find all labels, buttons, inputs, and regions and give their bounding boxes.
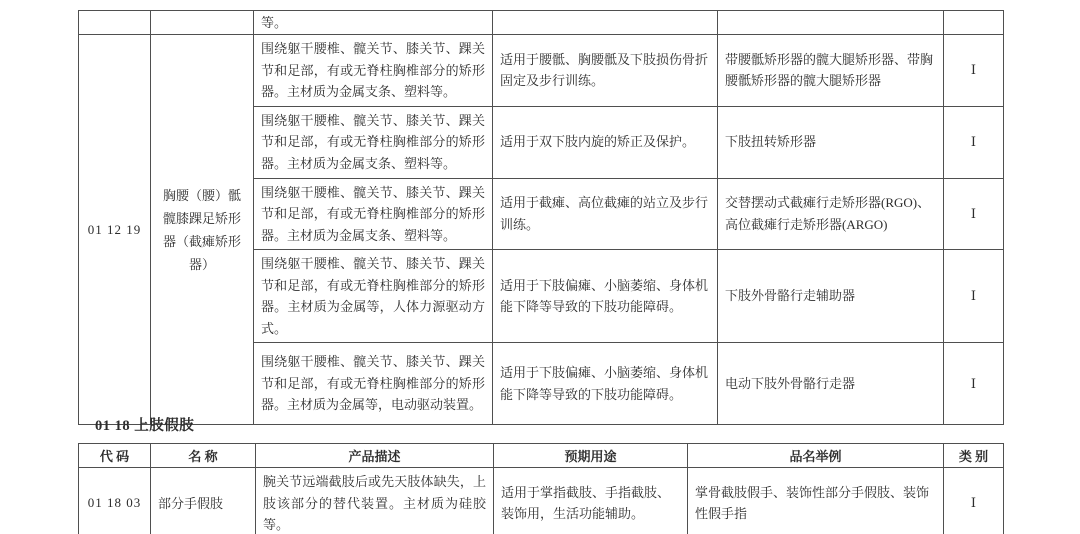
- description-cell: 围绕躯干腰椎、髋关节、膝关节、踝关节和足部，有或无脊柱胸椎部分的矫形器。主材质为金属支条、塑料等。: [254, 178, 493, 250]
- description-cell: 围绕躯干腰椎、髋关节、膝关节、踝关节和足部，有或无脊柱胸椎部分的矫形器。主材质为金属支条、塑料等。: [254, 35, 493, 107]
- table-header-row: [79, 444, 1004, 468]
- category-cell: Ⅰ: [944, 178, 1004, 250]
- examples-cell: 下肢扭转矫形器: [718, 106, 944, 178]
- header-category: 类 别: [944, 444, 1004, 468]
- examples-cell: 交替摆动式截瘫行走矫形器(RGO)、高位截瘫行走矫形器(ARGO): [718, 178, 944, 250]
- header-examples: 品名举例: [688, 444, 944, 468]
- table-row: [79, 11, 1004, 35]
- usage-cell: 适用于下肢偏瘫、小脑萎缩、身体机能下降等导致的下肢功能障碍。: [493, 343, 718, 425]
- header-name: 名 称: [151, 444, 256, 468]
- header-usage: 预期用途: [494, 444, 688, 468]
- code-cell: [79, 11, 151, 35]
- usage-cell: [493, 11, 718, 35]
- table-row: [79, 468, 1004, 534]
- examples-cell: 电动下肢外骨骼行走器: [718, 343, 944, 425]
- description-cell: 等。: [254, 11, 493, 35]
- usage-cell: 适用于双下肢内旋的矫正及保护。: [493, 106, 718, 178]
- examples-cell: 下肢外骨骼行走辅助器: [718, 250, 944, 343]
- description-cell: 腕关节远端截肢后或先天肢体缺失，上肢该部分的替代装置。主材质为硅胶等。: [256, 468, 494, 534]
- category-cell: Ⅰ: [944, 106, 1004, 178]
- examples-cell: 带腰骶矫形器的髋大腿矫形器、带胸腰骶矫形器的髋大腿矫形器: [718, 35, 944, 107]
- usage-cell: 适用于掌指截肢、手指截肢、装饰用，生活功能辅助。: [494, 468, 688, 534]
- category-cell: Ⅰ: [944, 343, 1004, 425]
- category-cell: Ⅰ: [944, 35, 1004, 107]
- section-heading: 01 18 上肢假肢: [95, 418, 195, 434]
- name-cell: 胸腰（腰）骶髋膝踝足矫形器（截瘫矫形器）: [151, 35, 254, 425]
- category-cell: Ⅰ: [944, 468, 1004, 534]
- header-code: 代 码: [79, 444, 151, 468]
- usage-cell: 适用于截瘫、高位截瘫的站立及步行训练。: [493, 178, 718, 250]
- upper-limb-prosthesis-table: [78, 443, 1004, 534]
- description-cell: 围绕躯干腰椎、髋关节、膝关节、踝关节和足部，有或无脊柱胸椎部分的矫形器。主材质为金属等，人体力源驱动方式。: [254, 250, 493, 343]
- header-description: 产品描述: [256, 444, 494, 468]
- examples-cell: 掌骨截肢假手、装饰性部分手假肢、装饰性假手指: [688, 468, 944, 534]
- orthosis-classification-table: [78, 10, 1004, 425]
- examples-cell: [718, 11, 944, 35]
- code-cell: 01 18 03: [79, 468, 151, 534]
- usage-cell: 适用于腰骶、胸腰骶及下肢损伤骨折固定及步行训练。: [493, 35, 718, 107]
- table-row: [79, 35, 1004, 107]
- description-cell: 围绕躯干腰椎、髋关节、膝关节、踝关节和足部，有或无脊柱胸椎部分的矫形器。主材质为金属支条、塑料等。: [254, 106, 493, 178]
- name-cell: 部分手假肢: [151, 468, 256, 534]
- name-cell: [151, 11, 254, 35]
- usage-cell: 适用于下肢偏瘫、小脑萎缩、身体机能下降等导致的下肢功能障碍。: [493, 250, 718, 343]
- category-cell: Ⅰ: [944, 250, 1004, 343]
- category-cell: [944, 11, 1004, 35]
- code-cell: 01 12 19: [79, 35, 151, 425]
- description-cell: 围绕躯干腰椎、髋关节、膝关节、踝关节和足部，有或无脊柱胸椎部分的矫形器。主材质为金属等，电动驱动装置。: [254, 343, 493, 425]
